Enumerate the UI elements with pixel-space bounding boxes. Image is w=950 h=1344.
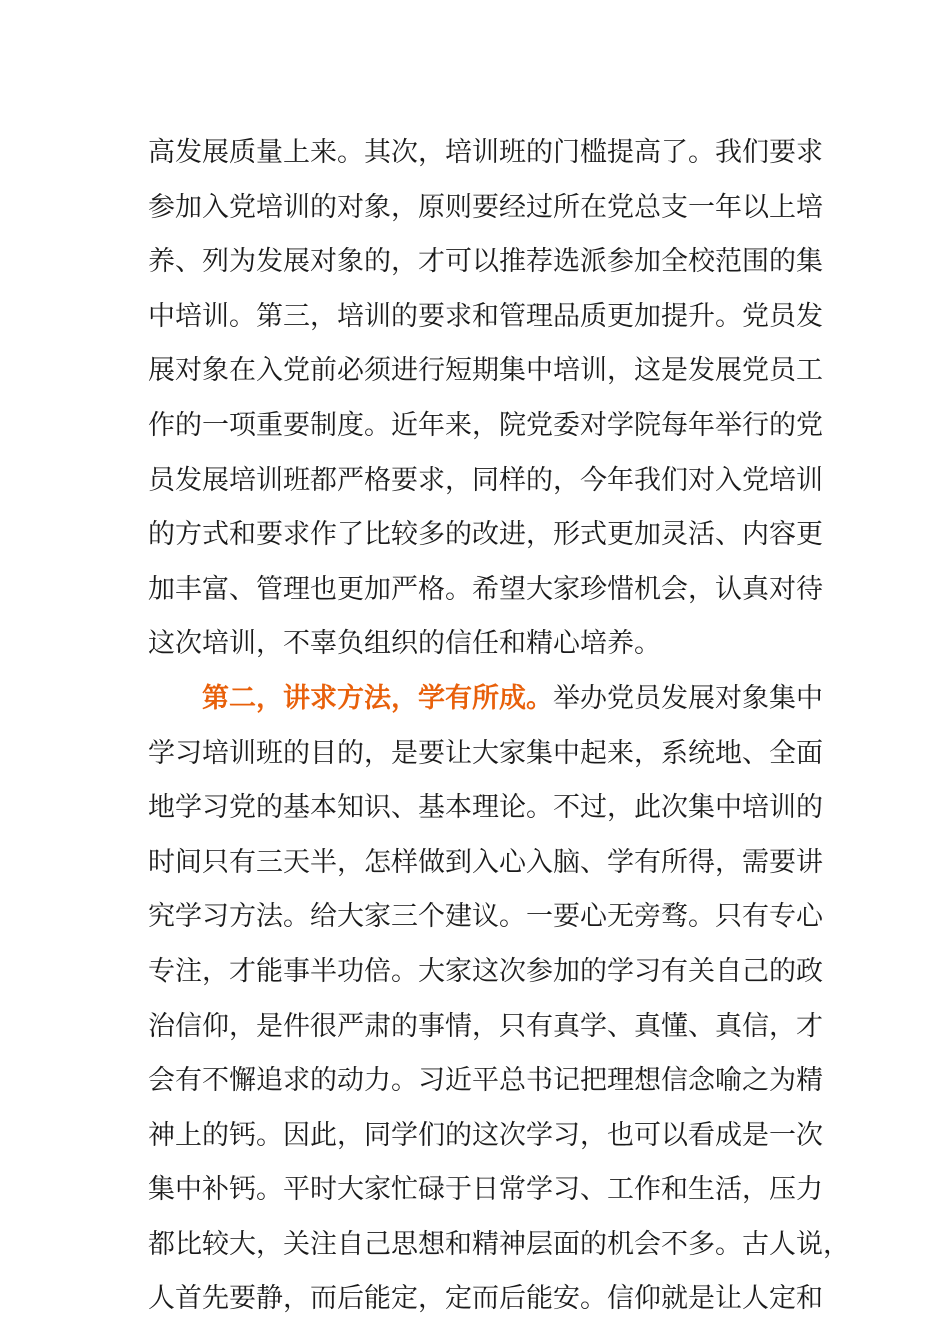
text-line: 人首先要静，而后能定，定而后能安。信仰就是让人定和 (148, 1283, 823, 1315)
text-line: 会有不懈追求的动力。习近平总书记把理想信念喻之为精 (148, 1065, 823, 1097)
text-line: 专注，才能事半功倍。大家这次参加的学习有关自己的政 (148, 955, 823, 987)
text-line: 治信仰，是件很严肃的事情，只有真学、真懂、真信，才 (148, 1010, 823, 1042)
text-line: 究学习方法。给大家三个建议。一要心无旁骛。只有专心 (148, 901, 823, 933)
text-line: 高发展质量上来。其次，培训班的门槛提高了。我们要求 (148, 137, 823, 168)
paragraph-2-first-line (148, 672, 823, 727)
text-line: 加丰富、管理也更加严格。希望大家珍惜机会，认真对待 (148, 573, 823, 605)
paragraph-2 (148, 672, 850, 1327)
text-line: 学习培训班的目的，是要让大家集中起来，系统地、全面 (148, 737, 823, 769)
section-heading: 第二，讲求方法，学有所成。 (202, 682, 553, 714)
text-line: 的方式和要求作了比较多的改进，形式更加灵活、内容更 (148, 519, 823, 551)
text-line: 养、列为发展对象的，才可以推荐选派参加全校范围的集 (148, 246, 823, 278)
document-body (148, 126, 850, 1327)
text-line: 神上的钙。因此，同学们的这次学习，也可以看成是一次 (148, 1119, 823, 1151)
paragraph-1 (148, 126, 823, 672)
text-line: 集中补钙。平时大家忙碌于日常学习、工作和生活，压力 (148, 1174, 823, 1206)
text-line: 时间只有三天半，怎样做到入心入脑、学有所得，需要讲 (148, 846, 823, 878)
text-line: 这次培训，不辜负组织的信任和精心培养。 (148, 628, 661, 660)
text-line: 员发展培训班都严格要求，同样的，今年我们对入党培训 (148, 464, 823, 496)
text-span: 举办党员发展对象集中 (553, 682, 823, 714)
text-line: 作的一项重要制度。近年来，院党委对学院每年举行的党 (148, 409, 823, 441)
text-line: 地学习党的基本知识、基本理论。不过，此次集中培训的 (148, 792, 823, 824)
text-line: 中培训。第三，培训的要求和管理品质更加提升。党员发 (148, 300, 823, 332)
text-line: 参加入党培训的对象，原则要经过所在党总支一年以上培 (148, 191, 823, 223)
text-line: 都比较大，关注自己思想和精神层面的机会不多。古人说， (148, 1228, 850, 1260)
text-line: 展对象在入党前必须进行短期集中培训，这是发展党员工 (148, 355, 823, 387)
